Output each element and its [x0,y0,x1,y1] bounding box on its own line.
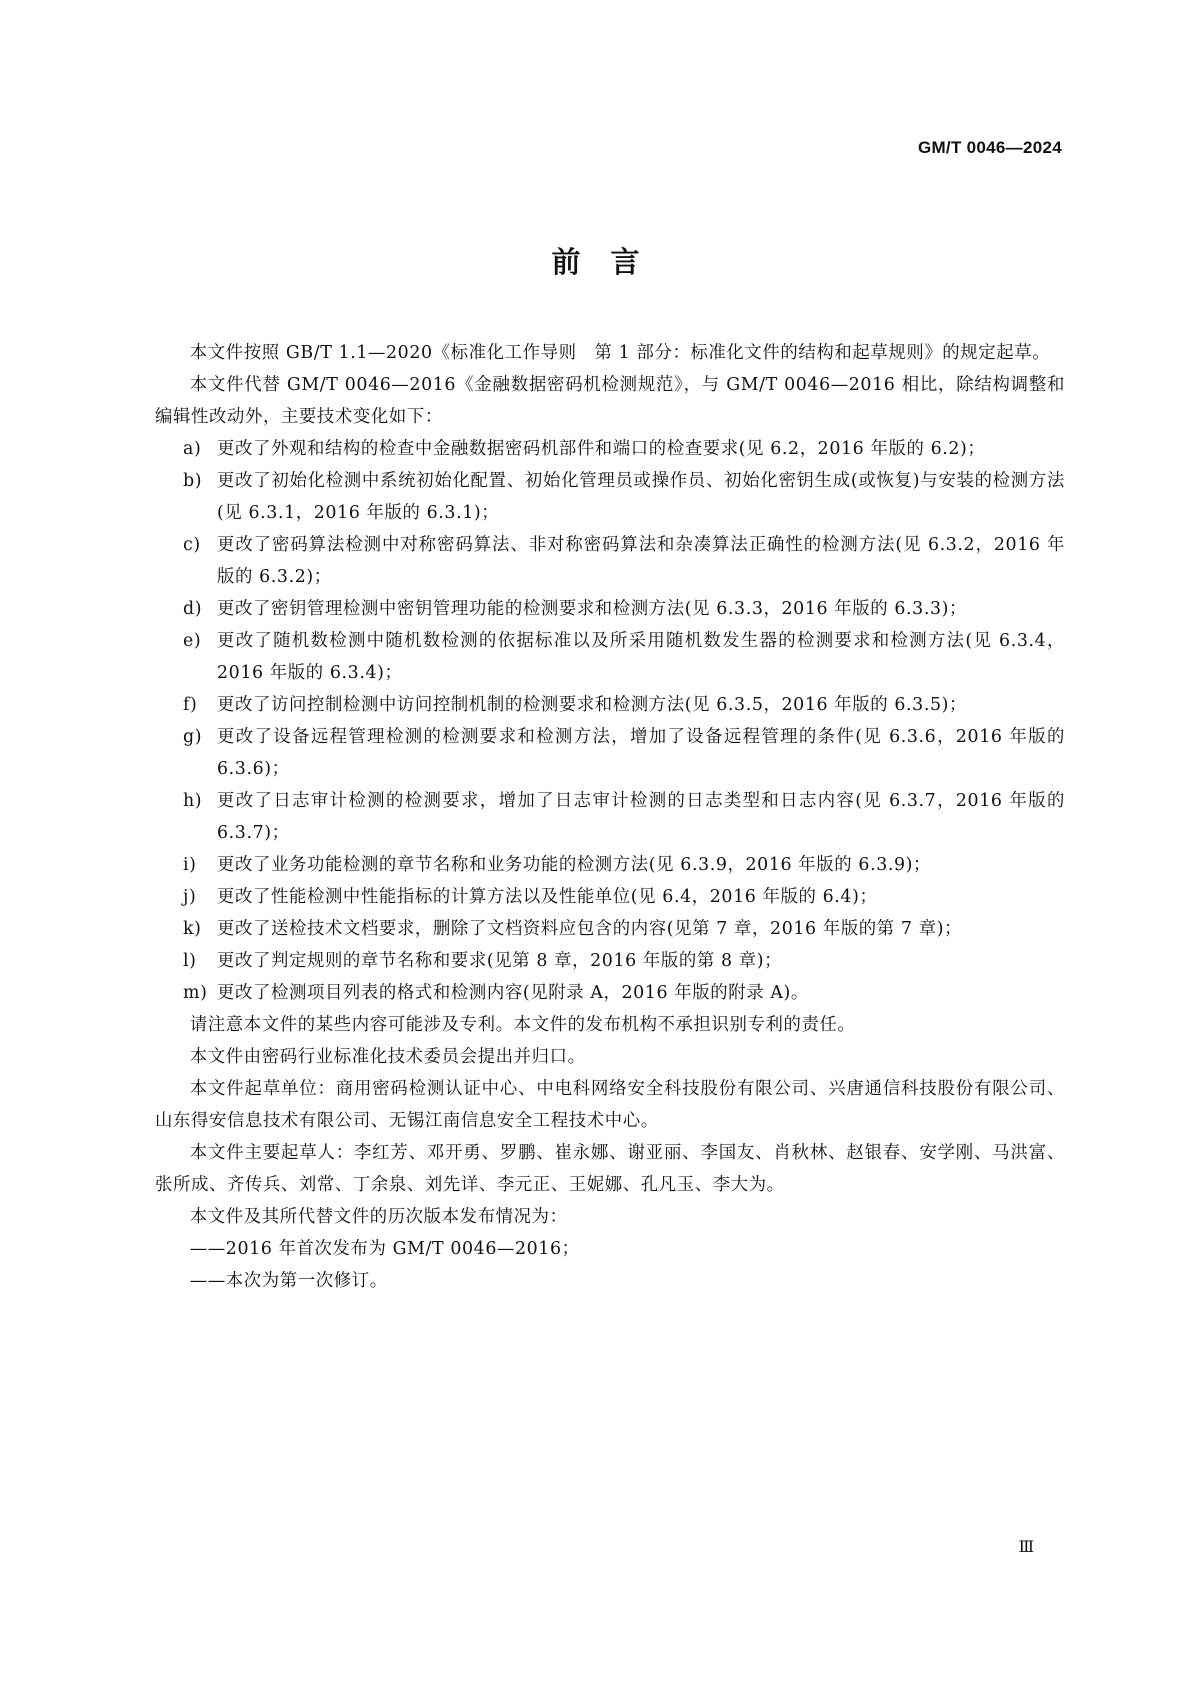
list-item-text: 更改了访问控制检测中访问控制机制的检测要求和检测方法(见 6.3.5，2016 年版的 6.3.5)； [217,695,968,715]
changes-list [155,433,1072,1009]
list-item-text: 更改了随机数检测中随机数检测的依据标准以及所采用随机数发生器的检测要求和检测方法(见 6.3.4，2016 年版的 6.3.4)； [217,631,1065,683]
list-marker: a) [183,439,202,459]
paragraph-history-item: ——2016 年首次发布为 GM/T 0046—2016； [189,1239,580,1259]
list-item [155,913,1065,945]
paragraph-history-item: ——本次为第一次修订。 [189,1271,388,1291]
list-item [155,529,1065,593]
list-item [155,945,1065,977]
list-marker: b) [183,471,203,491]
list-marker: j) [183,887,197,907]
list-marker: g) [183,727,203,747]
list-marker: m) [183,983,208,1003]
list-item [155,849,1065,881]
list-marker: i) [183,855,197,875]
list-item-text: 更改了设备远程管理检测的检测要求和检测方法，增加了设备远程管理的条件(见 6.3.6，2016 年版的 6.3.6)； [217,727,1072,779]
paragraph-proposed-by: 本文件由密码行业标准化技术委员会提出并归口。 [189,1047,586,1067]
page-number: Ⅲ [1018,1537,1034,1556]
list-marker: d) [183,599,203,619]
list-item-text: 更改了检测项目列表的格式和检测内容(见附录 A，2016 年版的附录 A)。 [217,983,809,1003]
list-marker: f) [183,695,198,715]
list-item [155,721,1072,785]
list-item [155,625,1065,689]
list-item-text: 更改了初始化检测中系统初始化配置、初始化管理员或操作员、初始化密钥生成(或恢复)与安装的检测方法(见 6.3.1，2016 年版的 6.3.1)； [217,471,1065,523]
paragraph-replaces: 本文件代替 GM/T 0046—2016《金融数据密码机检测规范》，与 GM/T 0046—2016 相比，除结构调整和编辑性改动外，主要技术变化如下： [155,375,1065,427]
paragraph-drafting-units: 本文件起草单位：商用密码检测认证中心、中电科网络安全科技股份有限公司、兴唐通信科技股份有限公司、山东得安信息技术有限公司、无锡江南信息安全工程技术中心。 [155,1079,1065,1131]
list-item [155,881,1065,913]
list-item [155,593,1065,625]
list-item [155,785,1072,849]
page-title: 前言 [551,245,670,279]
paragraph-drafters: 本文件主要起草人：李红芳、邓开勇、罗鹏、崔永娜、谢亚丽、李国友、肖秋林、赵银春、安学刚、马洪富、张所成、齐传兵、刘常、丁余泉、刘先详、李元正、王妮娜、孔凡玉、李大为。 [155,1143,1065,1195]
list-marker: c) [183,535,201,555]
list-item [155,433,1065,465]
paragraph-patent-notice: 请注意本文件的某些内容可能涉及专利。本文件的发布机构不承担识别专利的责任。 [189,1015,856,1035]
list-item-text: 更改了判定规则的章节名称和要求(见第 8 章，2016 年版的第 8 章)； [217,951,783,971]
list-item-text: 更改了业务功能检测的章节名称和业务功能的检测方法(见 6.3.9，2016 年版的 6.3.9)； [217,855,932,875]
list-item [155,689,1065,721]
document-code: GM/T 0046—2024 [917,138,1062,157]
foreword-body [155,337,1072,1297]
list-item-text: 更改了性能检测中性能指标的计算方法以及性能单位(见 6.4，2016 年版的 6.4)； [217,887,878,907]
paragraph-drafting-rules: 本文件按照 GB/T 1.1—2020《标准化工作导则 第 1 部分：标准化文件的结构和起草规则》的规定起草。 [189,343,1051,363]
list-marker: l) [183,951,197,971]
list-marker: h) [183,791,203,811]
list-item-text: 更改了密钥管理检测中密钥管理功能的检测要求和检测方法(见 6.3.3，2016 年版的 6.3.3)； [217,599,968,619]
list-item [155,465,1065,529]
list-item [155,977,1065,1009]
list-item-text: 更改了日志审计检测的检测要求，增加了日志审计检测的日志类型和日志内容(见 6.3.7，2016 年版的 6.3.7)； [217,791,1072,843]
list-item-text: 更改了外观和结构的检查中金融数据密码机部件和端口的检查要求(见 6.2，2016 年版的 6.2)； [217,439,986,459]
list-item-text: 更改了密码算法检测中对称密码算法、非对称密码算法和杂凑算法正确性的检测方法(见 6.3.2，2016 年版的 6.3.2)； [217,535,1065,587]
paragraph-history-intro: 本文件及其所代替文件的历次版本发布情况为： [189,1207,568,1227]
list-marker: e) [183,631,202,651]
list-marker: k) [183,919,202,939]
list-item-text: 更改了送检技术文档要求，删除了文档资料应包含的内容(见第 7 章，2016 年版的第 7 章)； [217,919,963,939]
